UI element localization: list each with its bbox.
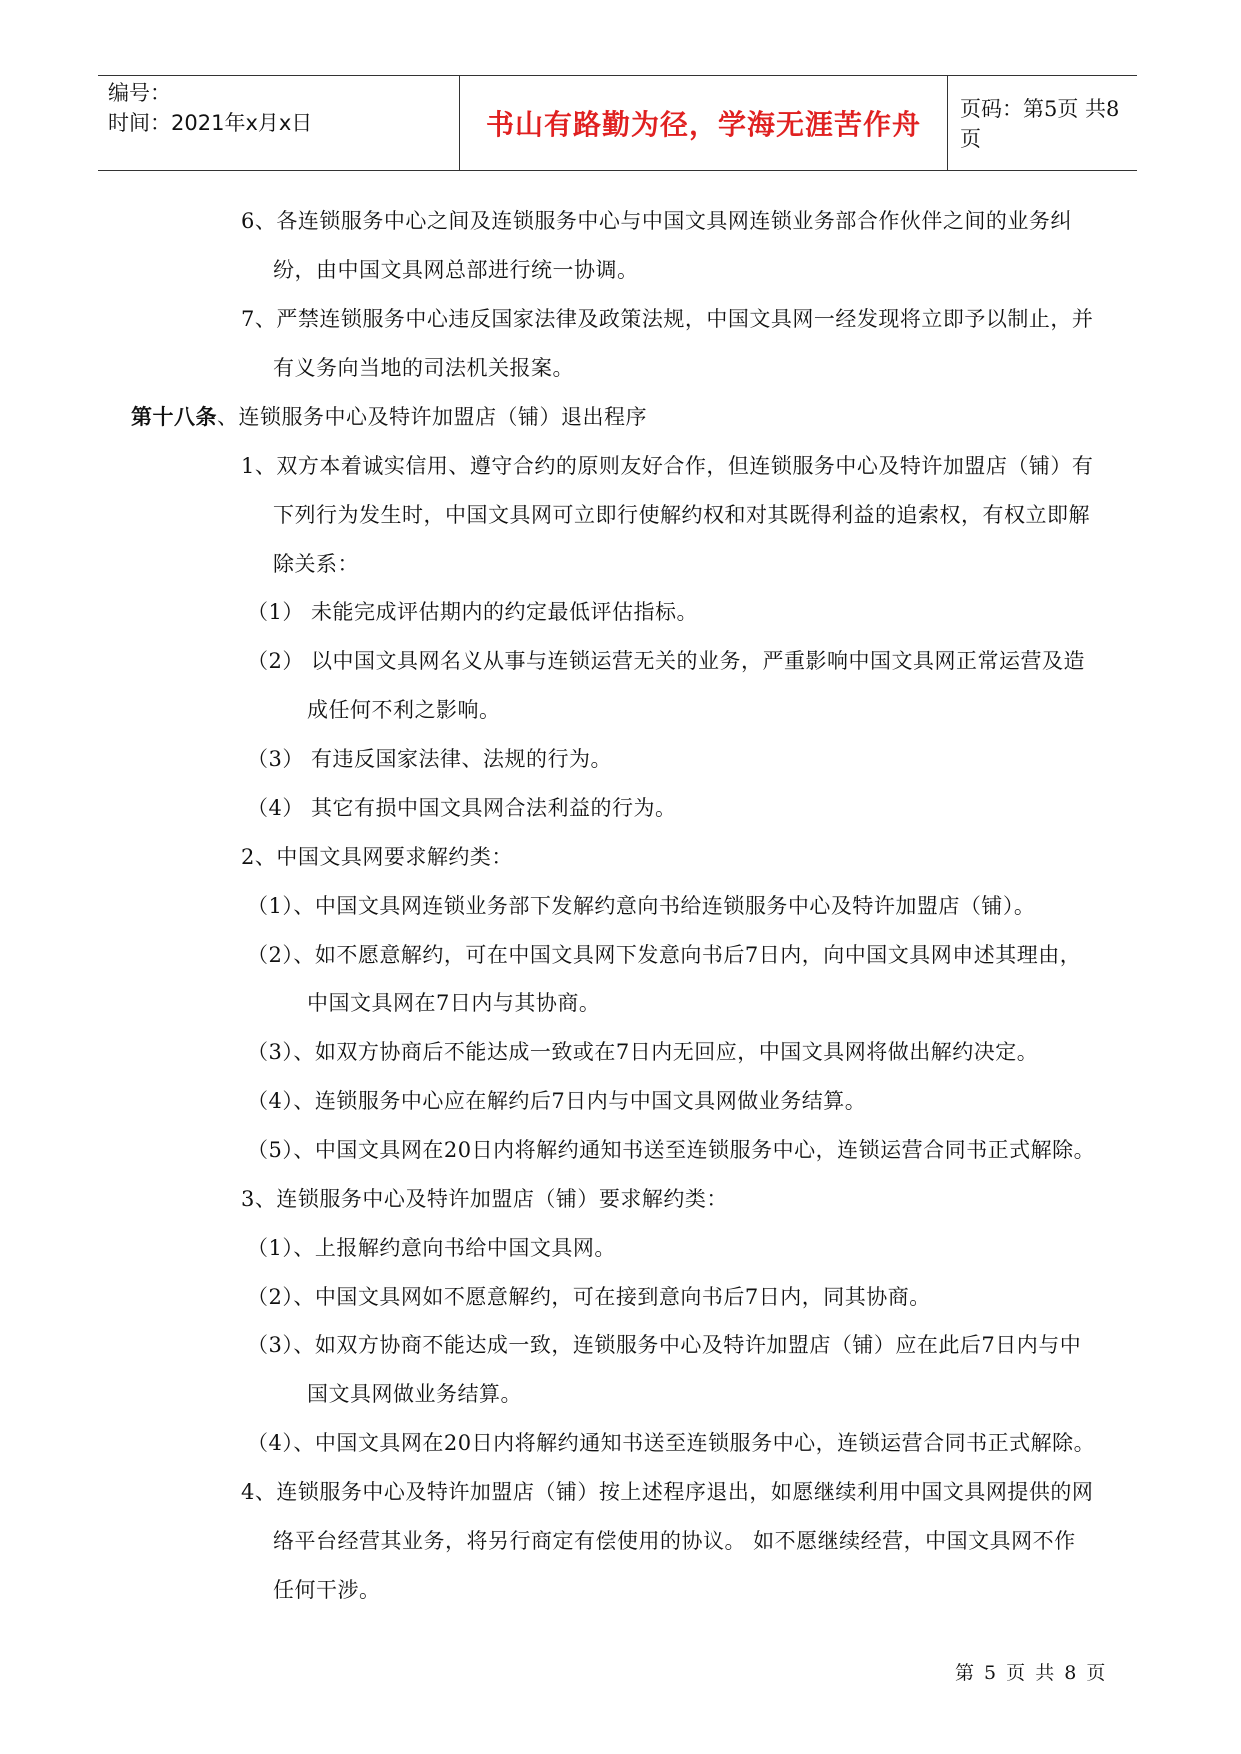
header-motto-cell [459, 76, 948, 170]
body-line: （4）、中国文具网在20日内将解约通知书送至连锁服务中心，连锁运营合同书正式解除。 [247, 1431, 1096, 1455]
body-line: （3）、如双方协商后不能达成一致或在7日内无回应，中国文具网将做出解约决定。 [247, 1040, 1039, 1064]
body-line: （1） 未能完成评估期内的约定最低评估指标。 [247, 600, 699, 624]
body-line: 成任何不利之影响。 [307, 698, 501, 722]
header-meta [108, 76, 453, 172]
article-number: 第十八条 [131, 404, 217, 429]
body-line: （3） 有违反国家法律、法规的行为。 [247, 747, 613, 771]
body-line: 有义务向当地的司法机关报案。 [273, 356, 574, 380]
body-line: 下列行为发生时，中国文具网可立即行使解约权和对其既得利益的追索权，有权立即解 [273, 503, 1090, 527]
body-line: （2） 以中国文具网名义从事与连锁运营无关的业务，严重影响中国文具网正常运营及造 [247, 649, 1086, 673]
document-number-label: 编号： [108, 81, 171, 105]
body-line: 国文具网做业务结算。 [307, 1382, 522, 1406]
body-line: 除关系： [273, 552, 359, 576]
page-header [98, 75, 1137, 171]
body-line: 4、连锁服务中心及特许加盟店（铺）按上述程序退出，如愿继续利用中国文具网提供的网 [241, 1480, 1094, 1504]
body-line: 1、双方本着诚实信用、遵守合约的原则友好合作，但连锁服务中心及特许加盟店（铺）有 [241, 454, 1094, 478]
document-time-label: 时间：2021年x月x日 [108, 111, 313, 135]
body-line: 7、严禁连锁服务中心违反国家法律及政策法规，中国文具网一经发现将立即予以制止，并 [241, 307, 1094, 331]
body-line: 2、中国文具网要求解约类： [241, 845, 513, 869]
body-line: （4）、连锁服务中心应在解约后7日内与中国文具网做业务结算。 [247, 1089, 867, 1113]
body-line: 3、连锁服务中心及特许加盟店（铺）要求解约类： [241, 1187, 728, 1211]
body-line: 中国文具网在7日内与其协商。 [307, 991, 601, 1015]
body-line: （1）、中国文具网连锁业务部下发解约意向书给连锁服务中心及特许加盟店（铺）。 [247, 894, 1036, 918]
header-motto: 书山有路勤为径，学海无涯苦作舟 [485, 108, 921, 141]
body-line: （5）、中国文具网在20日内将解约通知书送至连锁服务中心，连锁运营合同书正式解除。 [247, 1138, 1096, 1162]
article-title: 、连锁服务中心及特许加盟店（铺）退出程序 [217, 405, 647, 429]
body-line: （3）、如双方协商不能达成一致，连锁服务中心及特许加盟店（铺）应在此后7日内与中 [247, 1333, 1082, 1357]
body-line: （2）、中国文具网如不愿意解约，可在接到意向书后7日内，同其协商。 [247, 1285, 931, 1309]
body-line: 6、各连锁服务中心之间及连锁服务中心与中国文具网连锁业务部合作伙伴之间的业务纠 [241, 209, 1072, 233]
header-page-info: 页码：第5页 共8页 [960, 97, 1120, 151]
body-line: （1）、上报解约意向书给中国文具网。 [247, 1236, 616, 1260]
body-line: 络平台经营其业务，将另行商定有偿使用的协议。 如不愿继续经营，中国文具网不作 [273, 1529, 1076, 1553]
body-line: 任何干涉。 [273, 1578, 381, 1602]
article-heading [131, 402, 647, 432]
page-footer: 第 5 页 共 8 页 [955, 1662, 1108, 1684]
header-page-info-cell [960, 76, 1130, 170]
body-line: （4） 其它有损中国文具网合法利益的行为。 [247, 796, 677, 820]
body-line: 纷，由中国文具网总部进行统一协调。 [273, 258, 639, 282]
body-line: （2）、如不愿意解约，可在中国文具网下发意向书后7日内，向中国文具网申述其理由， [247, 943, 1082, 967]
